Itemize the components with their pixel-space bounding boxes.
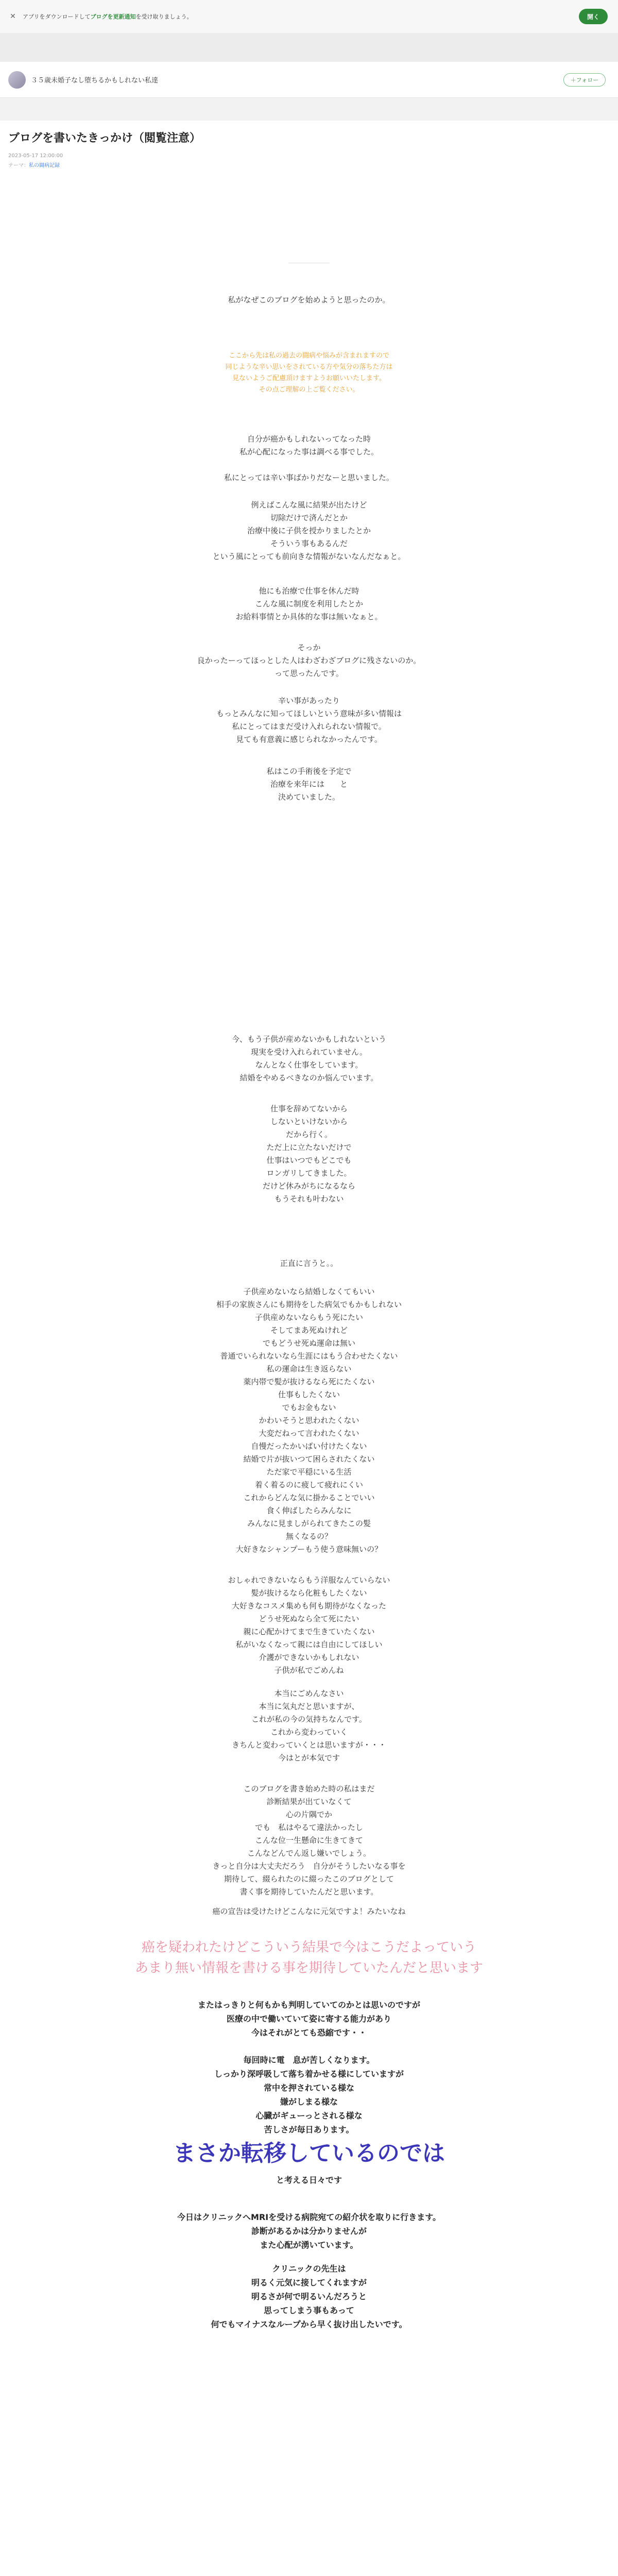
text-block-body-block5	[0, 641, 618, 680]
text-line: もっとみんなに知ってほしいという意味が多い情報は	[216, 709, 402, 718]
text-line: 良かったーってほっとした人はわざわざブログに残さないのか。	[197, 656, 421, 665]
text-block-body-block13	[0, 1687, 618, 1765]
text-line: 私がいなくなって親には自由にしてほしい	[235, 1640, 383, 1649]
text-block-body-block1	[0, 433, 618, 459]
text-line: 普通でいられないなら生涯にはもう合わせたくない	[220, 1351, 398, 1361]
text-block-body-bold2	[0, 2053, 618, 2137]
text-line: みんなに見ましがられてきたこの髪	[247, 1519, 371, 1528]
text-line: おしゃれできないならもう洋服なんていらない	[228, 1575, 390, 1585]
text-line: 見ても有意義に感じられなかったんです。	[236, 735, 382, 744]
text-line: 本当にごめんなさい	[274, 1689, 344, 1698]
text-line: 他にも治療で仕事を休んだ時	[259, 586, 359, 596]
text-line: 無くなるの？	[285, 1532, 332, 1541]
text-line: 明るく元気に接してくれますが	[251, 2278, 367, 2287]
text-block-body-bold4	[0, 2262, 618, 2331]
text-line: 心臓がギューっとされる様な	[255, 2111, 363, 2121]
article-date: 2023-05-17 12:00:00	[8, 152, 63, 159]
text-line: 介護ができないかもしれない	[259, 1653, 359, 1662]
text-line: お給料事情とか具体的な事は無いなぁと。	[235, 612, 383, 621]
text-block-body-block8	[0, 1033, 618, 1084]
text-line: 決めていました。	[278, 792, 340, 802]
text-block-body-block10	[0, 1257, 618, 1270]
text-line: 私が心配になった事は調べる事でした。	[239, 447, 379, 456]
text-block-body-orange_note	[0, 350, 618, 396]
text-line: 今日はクリニックへMRIを受ける病院宛ての紹介状を取りに行きます。	[177, 2212, 441, 2222]
text-line: でもどうせ死ぬ運命は無い	[262, 1338, 355, 1348]
article-header	[0, 121, 618, 168]
text-line: 現実を受け入れられていません。	[251, 1047, 367, 1057]
text-line: 今はとが本気です	[278, 1753, 340, 1762]
text-line: という風にとっても前向きな情報がないなんだなぁと。	[212, 552, 406, 561]
text-block-body-huge	[0, 2138, 618, 2169]
text-line: 毎回時に電 息が苦しくなります。	[243, 2055, 375, 2065]
text-line: 苦しさが毎日あります。	[264, 2125, 354, 2134]
text-line: だけど休みがちになるなら	[262, 1181, 355, 1191]
text-line: きちんと変わっていくとは思いますが・・・	[232, 1740, 386, 1750]
app-download-banner	[0, 0, 618, 33]
text-line: クリニックの先生は	[272, 2264, 346, 2274]
text-block-body-huge_after	[0, 2173, 618, 2187]
text-block-body-block12	[0, 1574, 618, 1677]
text-block-body-block7	[0, 765, 618, 804]
text-block-body-block2	[0, 471, 618, 484]
text-line: 心の片隅でか	[285, 1810, 332, 1819]
text-block-body-block15	[0, 1905, 618, 1918]
text-line: 着く着るのに疲して疲れにくい	[254, 1480, 363, 1489]
text-line: またはっきりと何もかも判明していてのかとは思いのですが	[197, 2000, 420, 2010]
text-line: そういう事もあるんだ	[270, 539, 348, 548]
blog-avatar[interactable]	[8, 71, 26, 89]
text-line: 今、もう子供が産めないかもしれないという	[231, 1035, 386, 1044]
text-line: 常中を押されている様な	[263, 2083, 354, 2093]
text-line: 辛い事があったり	[278, 696, 340, 705]
article-title: ブログを書いたきっかけ（閲覧注意）	[8, 132, 201, 145]
text-line: 私にとっては辛い事ばかりだなーと思いました。	[224, 473, 394, 482]
text-line: 私の運命は生き返らない	[266, 1364, 352, 1374]
text-line: 私がなぜこのブログを始めようと思ったのか。	[228, 295, 390, 304]
text-line: ロンガリしてきました。	[266, 1168, 352, 1178]
close-icon[interactable]: ✕	[10, 12, 16, 21]
text-line: 薬内帯で髪が抜けるなら死にたくない	[243, 1377, 375, 1386]
text-line: 大好きなコスメ集めも何も期待がなくなった	[231, 1601, 386, 1611]
header-spacer	[0, 98, 618, 121]
text-line: 自慢だったかいばい付けたくない	[251, 1442, 367, 1451]
open-app-button[interactable]: 開く	[579, 9, 608, 24]
text-block-body-block4	[0, 585, 618, 623]
text-block-body-block3	[0, 499, 618, 563]
text-block-body-pink	[0, 1937, 618, 1978]
banner-spacer	[0, 33, 618, 62]
text-line: ここから先は私の過去の闘病や悩みが含まれますので	[228, 352, 389, 360]
text-line: 期待して、綴られたのに綴ったこのブログとして	[224, 1874, 394, 1884]
text-line: こんな位一生懸命に生きてきて	[254, 1836, 363, 1845]
text-line: なんとなく仕事をしています。	[255, 1060, 363, 1070]
text-line: 癌の宣告は受けたけどこんなに元気ですよ！みたいなね	[212, 1907, 406, 1916]
text-line: 医療の中で働いていて姿に寄する能力があり	[226, 2014, 391, 2024]
text-line: これが私の今の気持ちなんです。	[251, 1715, 367, 1724]
text-line: 仕事はいつでもどこでも	[266, 1156, 352, 1165]
text-line: まさか転移しているのでは	[173, 2140, 445, 2166]
text-line: 髪が抜けるなら化粧もしたくない	[251, 1588, 367, 1598]
text-line: 切除だけで済んだとか	[270, 513, 348, 522]
text-line: そっか	[297, 643, 321, 652]
text-line: 子供産めないなら結婚しなくてもいい	[243, 1287, 375, 1296]
text-line: また心配が湧いています。	[260, 2240, 358, 2250]
text-line: 治療を来年には と	[270, 779, 348, 789]
app-banner-message: アプリをダウンロードしてブログを更新通知を受け取りましょう。	[23, 13, 193, 20]
follow-button[interactable]: ＋フォロー	[563, 73, 606, 87]
text-line: 思ってしまう事もあって	[264, 2306, 354, 2315]
text-line: 仕事を辞めてないから	[270, 1104, 348, 1113]
text-line: 嫌がしまる様な	[280, 2097, 338, 2107]
text-line: しっかり深呼吸して落ち着かせる様にしていますが	[214, 2069, 404, 2079]
text-line: でも 私はやるて違法かったし	[255, 1823, 363, 1832]
text-block-body-block11	[0, 1285, 618, 1556]
text-line: その点ご理解の上ご覧ください。	[259, 386, 359, 394]
text-line: これからどんな気に掛かることでいい	[243, 1493, 375, 1502]
text-line: 例えばこんな風に結果が出たけど	[251, 500, 367, 510]
text-line: 診断結果が出ていなくて	[266, 1797, 352, 1806]
text-line: 子供産めないならもう死にたい	[254, 1313, 363, 1322]
text-line: 書く事を期待していたんだと思います。	[239, 1887, 379, 1896]
text-line: 相手の家族さんにも期待をした病気でもかもしれない	[216, 1300, 402, 1309]
text-line: 仕事もしたくない	[278, 1390, 340, 1399]
article-theme: テーマ：私の闘病記録	[8, 162, 60, 168]
text-line: 診断があるかは分かりませんが	[251, 2226, 367, 2236]
text-line: このブログを書き始めた時の私はまだ	[243, 1784, 375, 1793]
text-block-body-block9	[0, 1103, 618, 1206]
text-line: でもお金もない	[282, 1403, 336, 1412]
text-line: もうそれも叶わない	[274, 1194, 344, 1204]
text-line: 私にとってはまだ受け入れられない情報で。	[232, 722, 386, 731]
text-line: 親に心配かけてまで生きていたくない	[243, 1627, 375, 1636]
text-line: 結婚で片が抜いつて困らされたくない	[243, 1454, 375, 1464]
text-line: 今はそれがとても恐縮です・・	[251, 2028, 367, 2038]
text-line: ただ家で平穏にいる生活	[266, 1467, 352, 1477]
text-line: かわいそうと思われたくない	[259, 1416, 359, 1425]
blog-title[interactable]: ３５歳未婚子なし堕ちるかもしれない私達	[31, 77, 159, 84]
text-line: 本当に気丸だと思いますが、	[259, 1702, 359, 1711]
text-line: きっと自分は大丈夫だろう 自分がそうしたいなる事を	[212, 1861, 406, 1871]
text-line: しないといけないから	[270, 1117, 348, 1126]
text-line: と考える日々です	[276, 2175, 342, 2185]
text-line: 子供が私でごめんね	[274, 1666, 344, 1675]
text-line: 自分が癌かもしれないってなった時	[247, 434, 371, 444]
text-line: 何でもマイナスなループから早く抜け出したいです。	[211, 2319, 407, 2329]
text-line: 同じような辛い思いをされている方や気分の落ちた方は	[225, 363, 393, 371]
text-block-body-block14	[0, 1783, 618, 1899]
text-line: 私はこの手術後を予定で	[266, 767, 352, 776]
text-line: だから行く。	[286, 1130, 332, 1139]
blog-header	[0, 62, 618, 98]
text-line: 明るさが何で明るいんだろうと	[251, 2292, 367, 2301]
text-line: ただ上に立たないだけで	[266, 1143, 352, 1152]
text-block-body-bold3	[0, 2210, 618, 2252]
text-line: 癌を疑われたけどこういう結果で今はこうだよっていう	[141, 1940, 476, 1955]
theme-link[interactable]: 私	[29, 162, 34, 168]
text-block-body-intro	[0, 294, 618, 307]
text-line: あまり無い情報を書ける事を期待していたんだと思います	[134, 1960, 483, 1976]
text-line: 結婚をやめるべきなのか悩んでいます。	[239, 1073, 379, 1082]
text-line: 正直に言うと。。	[280, 1259, 338, 1268]
text-line: 大好きなシャンプーもう使う意味無いの？	[235, 1545, 383, 1554]
text-line: 見ないようご配慮頂けますようお願いいたします。	[232, 375, 386, 382]
text-block-body-block6	[0, 694, 618, 746]
text-line: こんなどんでん返し嫌いでしょう。	[247, 1849, 371, 1858]
text-block-body-bold1	[0, 1998, 618, 2040]
text-line: 食く伸ばしたらみんなに	[266, 1506, 352, 1515]
text-line: って思ったんです。	[274, 669, 344, 678]
text-line: これから変わっていく	[270, 1727, 348, 1737]
text-line: こんな風に制度を利用したとか	[254, 599, 363, 608]
text-line: そしてまあ死ぬけれど	[270, 1326, 348, 1335]
text-line: どうせ死ぬなら全て死にたい	[259, 1614, 359, 1623]
text-line: 大変だねって言われたくない	[259, 1429, 359, 1438]
text-line: 治療中後に子供を授かりましたとか	[247, 526, 371, 535]
